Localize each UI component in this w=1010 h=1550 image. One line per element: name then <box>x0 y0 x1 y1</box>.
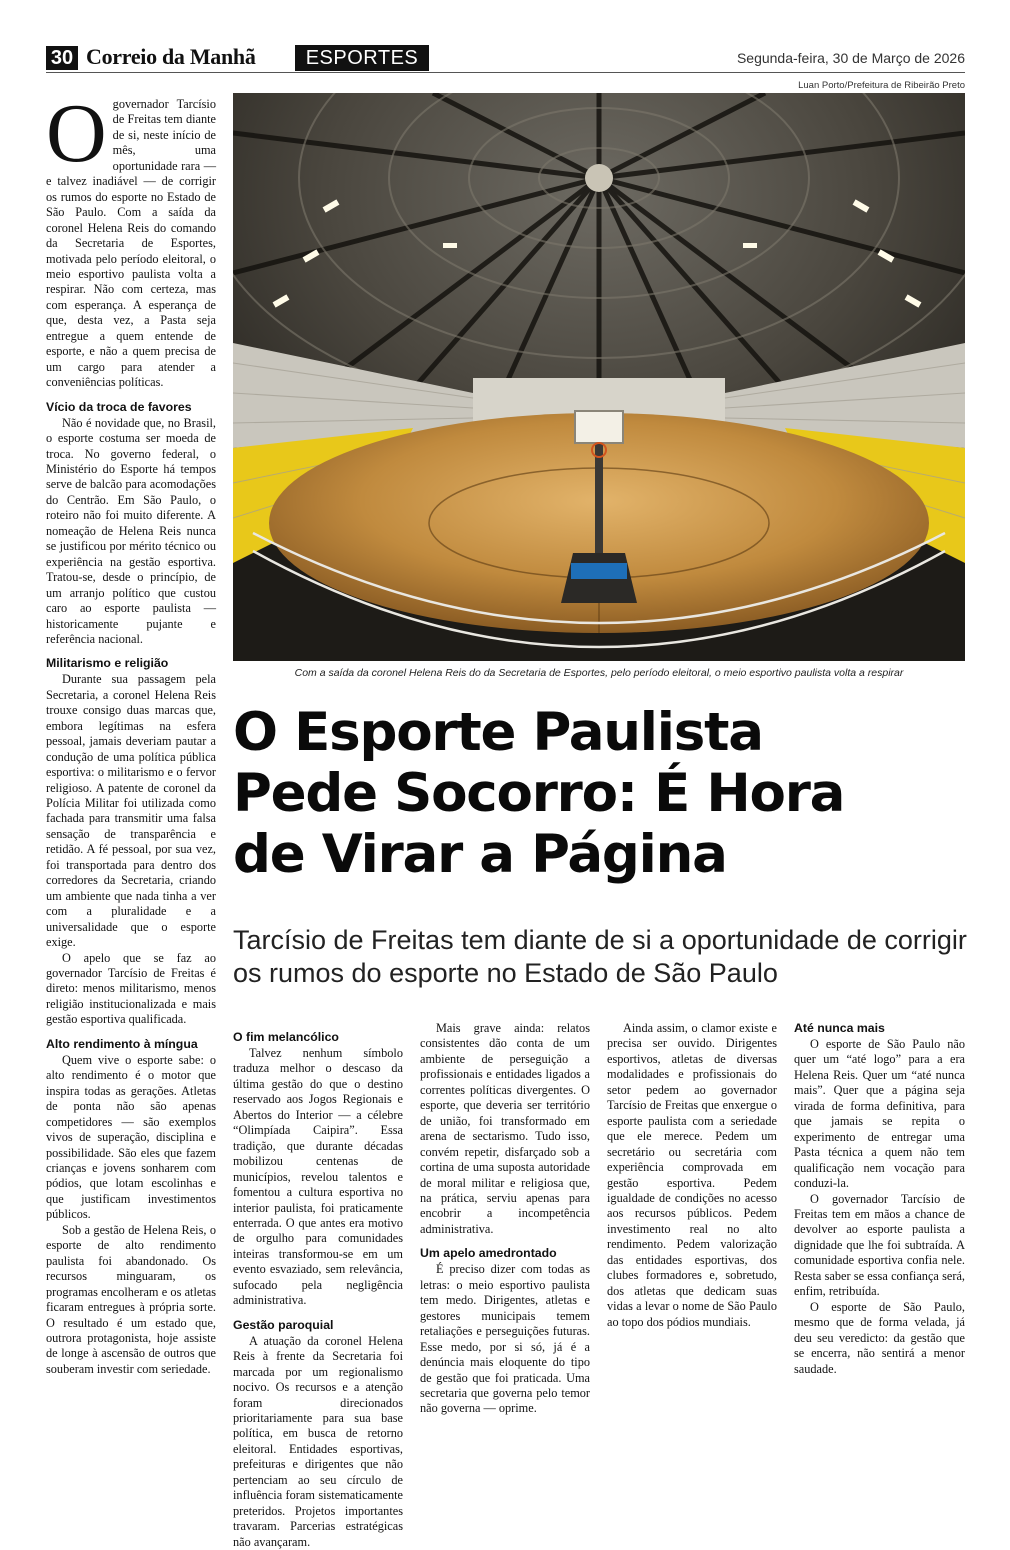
paragraph: Quem vive o esporte sabe: o alto rendimento é o motor que inspira todas as gerações. Atletas de ponta não são apenas competidores — são exemplos vivos de superação, disciplina e possibilidade. São eles que fazem crianças e jovens sonharem com pódios, que lotam escolinhas e que justificam investimentos públicos. <box>46 1052 216 1222</box>
headline <box>233 702 973 885</box>
subheading-vicio: Vício da troca de favores <box>46 399 192 414</box>
gymnasium-photo <box>233 93 965 661</box>
photo-caption: Com a saída da coronel Helena Reis do da Secretaria de Esportes, pelo período eleitoral, o meio esportivo paulista volta a respirar <box>294 667 904 679</box>
paragraph: Mais grave ainda: relatos consistentes dão conta de um ambiente de perseguição a profissionais e entidades ligados a correntes políticas divergentes. O esporte, que deveria ser território de união, foi transformado em arena de sectarismo. Tudo isso, convém repetir, disfarçado sob a cortina de uma suposta autoridade de moral militar e religiosa que, na prática, serviu apenas para encobrir a incompetência administrativa. <box>420 1021 590 1236</box>
subheading-gestao-paroquial: Gestão paroquial <box>233 1317 334 1332</box>
subheading-apelo: Um apelo amedrontado <box>420 1246 557 1261</box>
paragraph: O governador Tarcísio de Freitas tem em mãos a chance de devolver ao esporte paulista a dignidade que lhe foi subtraída. A comunidade esportiva confia nele. Resta saber se essa confiança será, enfim, retribuída. <box>794 1191 965 1299</box>
paragraph: Talvez nenhum símbolo traduza melhor o descaso da última gestão do que o destino reservado aos Jogos Regionais e Abertos do Interior — a célebre “Olimpíada Caipira”. Essa tradição, que durante décadas mobilizou centenas de municípios, revelou talentos e fomentou a cultura esportiva no interior paulista, foi praticamente enterrada. O que antes era motivo de orgulho para comunidades inteiras transformou-se em um evento esvaziado, sem relevância, sufocado pela negligência administrativa. <box>233 1046 403 1308</box>
paragraph: A atuação da coronel Helena Reis à frente da Secretaria foi marcada por um regionalismo nocivo. Os recursos e a atenção foram direcionados prioritariamente para sua base política, em busca de retorno eleitoral. Entidades esportivas, prefeituras e dirigentes que não pertenciam ao seu círculo de influência foram sistematicamente preteridos. Projetos importantes travaram. Parcerias estratégicas não avançaram. <box>233 1333 403 1549</box>
headline-line-1: O Esporte Paulista <box>233 702 763 763</box>
paragraph: Ainda assim, o clamor existe e precisa ser ouvido. Dirigentes esportivos, atletas de diversas modalidades e profissionais do setor pedem ao governador Tarcísio de Freitas que enxergue o esporte paulista com a seriedade que ele merece. Pedem um secretário ou secretária com experiência comprovada em gestão esportiva. Pedem igualdade de condições no acesso aos recursos públicos. Pedem investimento real no alto rendimento. Pedem valorização das entidades esportivas, dos clubes formadores e, sobretudo, dos atletas que dedicam suas vidas a levar o nome de São Paulo ao topo dos pódios mundiais. <box>607 1021 777 1329</box>
paragraph: Não é novidade que, no Brasil, o esporte costuma ser moeda de troca. No governo federal, o Ministério do Esporte há tempos serve de balcão para acomodações do Centrão. Em São Paulo, o roteiro não foi muito diferente. A nomeação de Helena Reis nunca se justificou por mérito técnico ou experiência na gestão esportiva. Tratou-se, desde o princípio, de um arranjo político que custou caro ao esporte paulista — historicamente pujante e referência nacional. <box>46 415 216 646</box>
subheading-alto-rendimento: Alto rendimento à míngua <box>46 1036 198 1051</box>
newspaper-name: Correio da Manhã <box>86 44 256 69</box>
intro-paragraph <box>46 87 216 391</box>
headline-line-3: de Virar a Página <box>233 824 727 885</box>
article-column-1 <box>46 87 216 1377</box>
page-number: 30 <box>46 46 78 70</box>
intro-text: governador Tarcísio de Freitas tem diante de si, neste início de mês, uma oportunidade rara — e talvez inadiável — de corrigir os rumos do esporte no Estado de São Paulo. Com a saída da coronel Helena Reis do comando da Secretaria de Esportes, motivada pelo período eleitoral, o meio esportivo paulista volta a respirar. Não com certeza, mas com esperança. A esperança de que, desta vez, a Pasta seja entregue a quem entende de esporte, e não a quem precisa de um cargo para atender a conveniências políticas. <box>46 97 216 390</box>
article-column-5 <box>794 1021 965 1377</box>
paragraph: Durante sua passagem pela Secretaria, a coronel Helena Reis trouxe consigo duas marcas que, embora legítimas na esfera pessoal, jamais deveriam pautar a condução de uma política pública esportiva: o militarismo e o fervor religioso. A patente de coronel da Polícia Militar foi utilizada como fachada para transmitir uma falsa sensação de transparência e retidão. A fé pessoal, por sua vez, foi transportada para dentro dos corredores da Secretaria, criando um ambiente que nada tinha a ver com a pluralidade e a universalidade que o esporte exige. <box>46 672 216 950</box>
photo-credit: Luan Porto/Prefeitura de Ribeirão Preto <box>798 80 965 91</box>
article-column-4 <box>607 1021 777 1330</box>
issue-date: Segunda-feira, 30 de Março de 2026 <box>736 50 965 66</box>
drop-cap: O <box>46 87 107 180</box>
paragraph: Sob a gestão de Helena Reis, o esporte de alto rendimento paulista foi abandonado. Os recursos minguaram, os programas encolheram e os atletas ficaram entregues à própria sorte. O resultado é um estado que, outrora protagonista, hoje assiste de longe à ascensão de outros que souberam investir com seriedade. <box>46 1222 216 1376</box>
headline-line-2: Pede Socorro: É Hora <box>233 763 845 824</box>
subheading-militarismo: Militarismo e religião <box>46 656 169 671</box>
paragraph: O esporte de São Paulo não quer um “até logo” para a era Helena Reis. Quer um “até nunca mais”. Quer que a página seja virada de forma definitiva, para que jamais se repita o experimento de entregar uma Pasta técnica a quem não tem qualificação nem vocação para conduzi-la. <box>794 1037 965 1191</box>
subheading-fim-melancolico: O fim melancólico <box>233 1030 339 1044</box>
header-rule <box>46 72 965 73</box>
paragraph: O apelo que se faz ao governador Tarcísio de Freitas é direto: menos militarismo, menos religião institucionalizada e mais gestão esportiva qualificada. <box>46 950 216 1027</box>
section-label: ESPORTES <box>295 45 429 71</box>
paragraph: O esporte de São Paulo, mesmo que de forma velada, já deu seu veredicto: da gestão que se encerra, não sentirá a menor saudade. <box>794 1299 965 1376</box>
article-column-2 <box>233 1021 403 1550</box>
subheading-ate-nunca-mais: Até nunca mais <box>794 1021 885 1035</box>
paragraph: É preciso dizer com todas as letras: o meio esportivo paulista tem medo. Dirigentes, atletas e gestores municipais temem retaliações e perseguições futuras. Esse medo, por si só, já é a denúncia mais eloquente do tipo de gestão que foi praticada. Uma secretaria que governa pelo temor não governa — oprime. <box>420 1262 590 1416</box>
subheadline: Tarcísio de Freitas tem diante de si a oportunidade de corrigir os rumos do esporte no Estado de São Paulo <box>233 925 967 988</box>
article-column-3 <box>420 1021 590 1417</box>
